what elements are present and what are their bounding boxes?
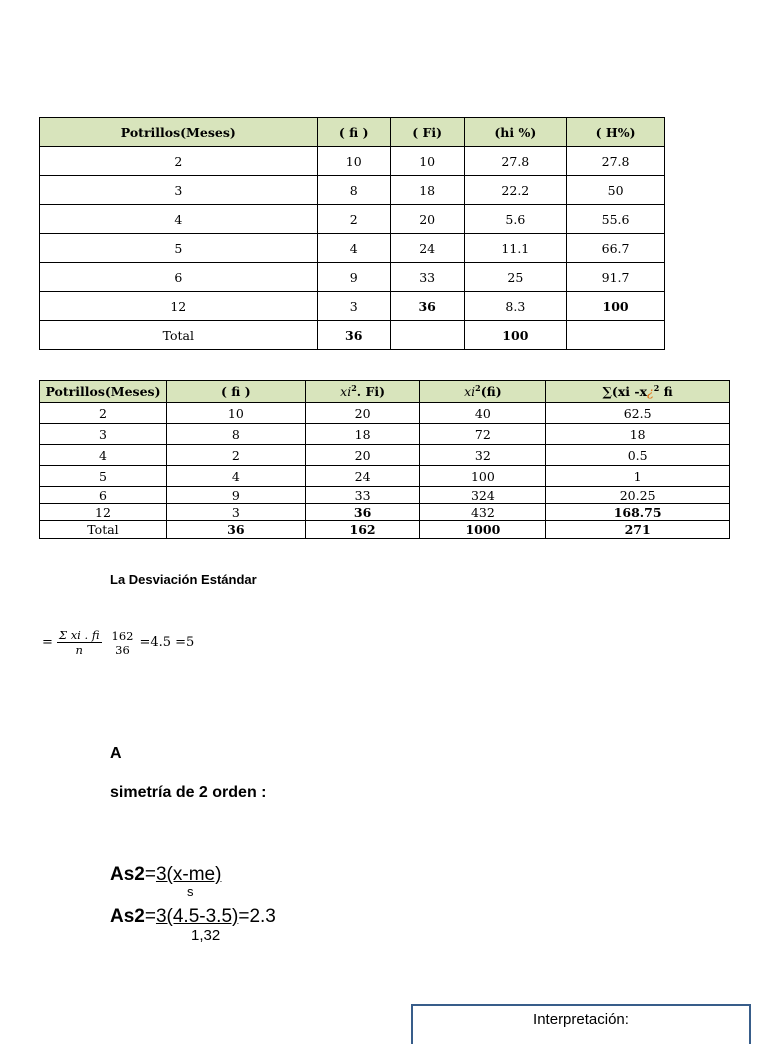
table-cell: 10 — [166, 403, 305, 424]
table-cell: 2 — [317, 205, 390, 234]
table-cell: 27.8 — [464, 147, 567, 176]
header-rest: . Fi) — [356, 384, 386, 400]
table-cell: 8 — [166, 424, 305, 445]
table-cell: 36 — [305, 504, 420, 521]
header-sup: 2 — [653, 383, 660, 394]
table-cell: 168.75 — [546, 504, 730, 521]
formula-denominator: s — [187, 884, 194, 899]
table-cell: 8.3 — [464, 292, 567, 321]
table-cell: 18 — [390, 176, 464, 205]
table-cell: 66.7 — [567, 234, 665, 263]
table-cell: 6 — [40, 263, 318, 292]
table-row — [40, 487, 730, 504]
table-row — [40, 147, 665, 176]
table-cell: 9 — [166, 487, 305, 504]
table-cell: 12 — [40, 504, 167, 521]
table-cell: 12 — [40, 292, 318, 321]
table-cell: 10 — [390, 147, 464, 176]
formula-result: =2.3 — [238, 906, 276, 927]
table-row — [40, 176, 665, 205]
table-cell: 5 — [40, 234, 318, 263]
formula-numerator: 3(x-me) — [155, 864, 222, 885]
header-fi: ( fi ) — [166, 381, 305, 403]
table-cell — [390, 321, 464, 350]
table-cell: 50 — [567, 176, 665, 205]
table-cell: 20 — [390, 205, 464, 234]
table-cell: 36 — [390, 292, 464, 321]
table-cell: 4 — [166, 466, 305, 487]
formula-label: As2 — [110, 906, 145, 927]
interpretation-box — [411, 1004, 751, 1044]
table-cell: 162 — [305, 521, 420, 539]
header-rest: (fi) — [480, 384, 502, 400]
table-cell: 2 — [166, 445, 305, 466]
table-cell: 20.25 — [546, 487, 730, 504]
table-total-row — [40, 521, 730, 539]
table-row — [40, 504, 730, 521]
table-header-row — [40, 381, 730, 403]
table-cell: 3 — [40, 176, 318, 205]
fraction-denominator: 36 — [115, 642, 130, 657]
table-cell: 5 — [40, 466, 167, 487]
formula-fraction — [57, 628, 102, 657]
table-cell: 3 — [317, 292, 390, 321]
formula-numerator: 3(4.5-3.5) — [155, 906, 239, 927]
section-heading: La Desviación Estándar — [110, 572, 257, 587]
formula-denominator: 1,32 — [191, 927, 221, 944]
table-cell: 100 — [420, 466, 546, 487]
table-row — [40, 445, 730, 466]
asymmetry-title: simetría de 2 orden : — [110, 784, 267, 801]
table-cell: 324 — [420, 487, 546, 504]
header-potrillos: Potrillos(Meses) — [40, 381, 167, 403]
interpretation-label: Interpretación: — [533, 1011, 629, 1028]
header-mark: ¿ — [647, 384, 654, 400]
formula-result: =4.5 =5 — [139, 635, 195, 650]
frequency-table — [39, 117, 665, 350]
total-label: Total — [40, 321, 318, 350]
asymmetry-title-a: A — [110, 745, 122, 762]
header-sup: 2 — [351, 383, 357, 394]
table-cell: 2 — [40, 147, 318, 176]
header-var: xi — [464, 384, 476, 400]
table-cell: 4 — [317, 234, 390, 263]
table-cell: 18 — [305, 424, 420, 445]
header-pre: ∑(xi -x — [602, 384, 648, 400]
table-cell: 40 — [420, 403, 546, 424]
table-cell — [567, 321, 665, 350]
table-cell: 25 — [464, 263, 567, 292]
table-cell: 18 — [546, 424, 730, 445]
header-xi2-Fi — [305, 381, 420, 403]
header-Fi: ( Fi) — [390, 118, 464, 147]
variance-table — [39, 380, 730, 539]
formula-fraction-values — [110, 629, 136, 657]
formula-equals: = — [42, 635, 53, 650]
table-total-row — [40, 321, 665, 350]
asymmetry-formula — [110, 864, 221, 886]
table-row — [40, 466, 730, 487]
formula-equals: = — [144, 864, 156, 885]
header-var: xi — [340, 384, 352, 400]
total-label: Total — [40, 521, 167, 539]
table-cell: 33 — [390, 263, 464, 292]
table-cell: 36 — [166, 521, 305, 539]
table-cell: 8 — [317, 176, 390, 205]
table-cell: 33 — [305, 487, 420, 504]
table-cell: 62.5 — [546, 403, 730, 424]
table-cell: 4 — [40, 205, 318, 234]
fraction-numerator: Σ xi . fi — [58, 628, 100, 642]
header-sup: 2 — [475, 383, 481, 394]
header-sum-deviation — [546, 381, 730, 403]
table-cell: 271 — [546, 521, 730, 539]
header-xi2-fi — [420, 381, 546, 403]
table-cell: 9 — [317, 263, 390, 292]
table-cell: 22.2 — [464, 176, 567, 205]
table-row — [40, 403, 730, 424]
header-hi: (hi %) — [464, 118, 567, 147]
table-cell: 32 — [420, 445, 546, 466]
asymmetry-calculation — [110, 906, 276, 928]
table-cell: 72 — [420, 424, 546, 445]
table-cell: 3 — [166, 504, 305, 521]
table-header-row — [40, 118, 665, 147]
formula-label: As2 — [110, 864, 145, 885]
fraction-denominator: n — [75, 643, 83, 657]
table-cell: 36 — [317, 321, 390, 350]
table-row — [40, 205, 665, 234]
table-row — [40, 292, 665, 321]
table-cell: 432 — [420, 504, 546, 521]
table-cell: 11.1 — [464, 234, 567, 263]
formula-equals: = — [144, 906, 156, 927]
table-row — [40, 263, 665, 292]
mean-formula — [42, 628, 194, 657]
table-cell: 1000 — [420, 521, 546, 539]
table-cell: 100 — [567, 292, 665, 321]
table-cell: 24 — [390, 234, 464, 263]
table-cell: 100 — [464, 321, 567, 350]
table-cell: 24 — [305, 466, 420, 487]
table-cell: 5.6 — [464, 205, 567, 234]
table-cell: 20 — [305, 445, 420, 466]
table-row — [40, 234, 665, 263]
table-cell: 0.5 — [546, 445, 730, 466]
table-cell: 55.6 — [567, 205, 665, 234]
table-cell: 3 — [40, 424, 167, 445]
table-row — [40, 424, 730, 445]
table-cell: 91.7 — [567, 263, 665, 292]
table-cell: 4 — [40, 445, 167, 466]
table-cell: 10 — [317, 147, 390, 176]
table-cell: 1 — [546, 466, 730, 487]
header-fi: ( fi ) — [317, 118, 390, 147]
header-post: fi — [659, 384, 673, 400]
header-potrillos: Potrillos(Meses) — [40, 118, 318, 147]
header-H: ( H%) — [567, 118, 665, 147]
table-cell: 2 — [40, 403, 167, 424]
table-cell: 6 — [40, 487, 167, 504]
table-cell: 20 — [305, 403, 420, 424]
table-cell: 27.8 — [567, 147, 665, 176]
fraction-numerator: 162 — [111, 628, 134, 643]
